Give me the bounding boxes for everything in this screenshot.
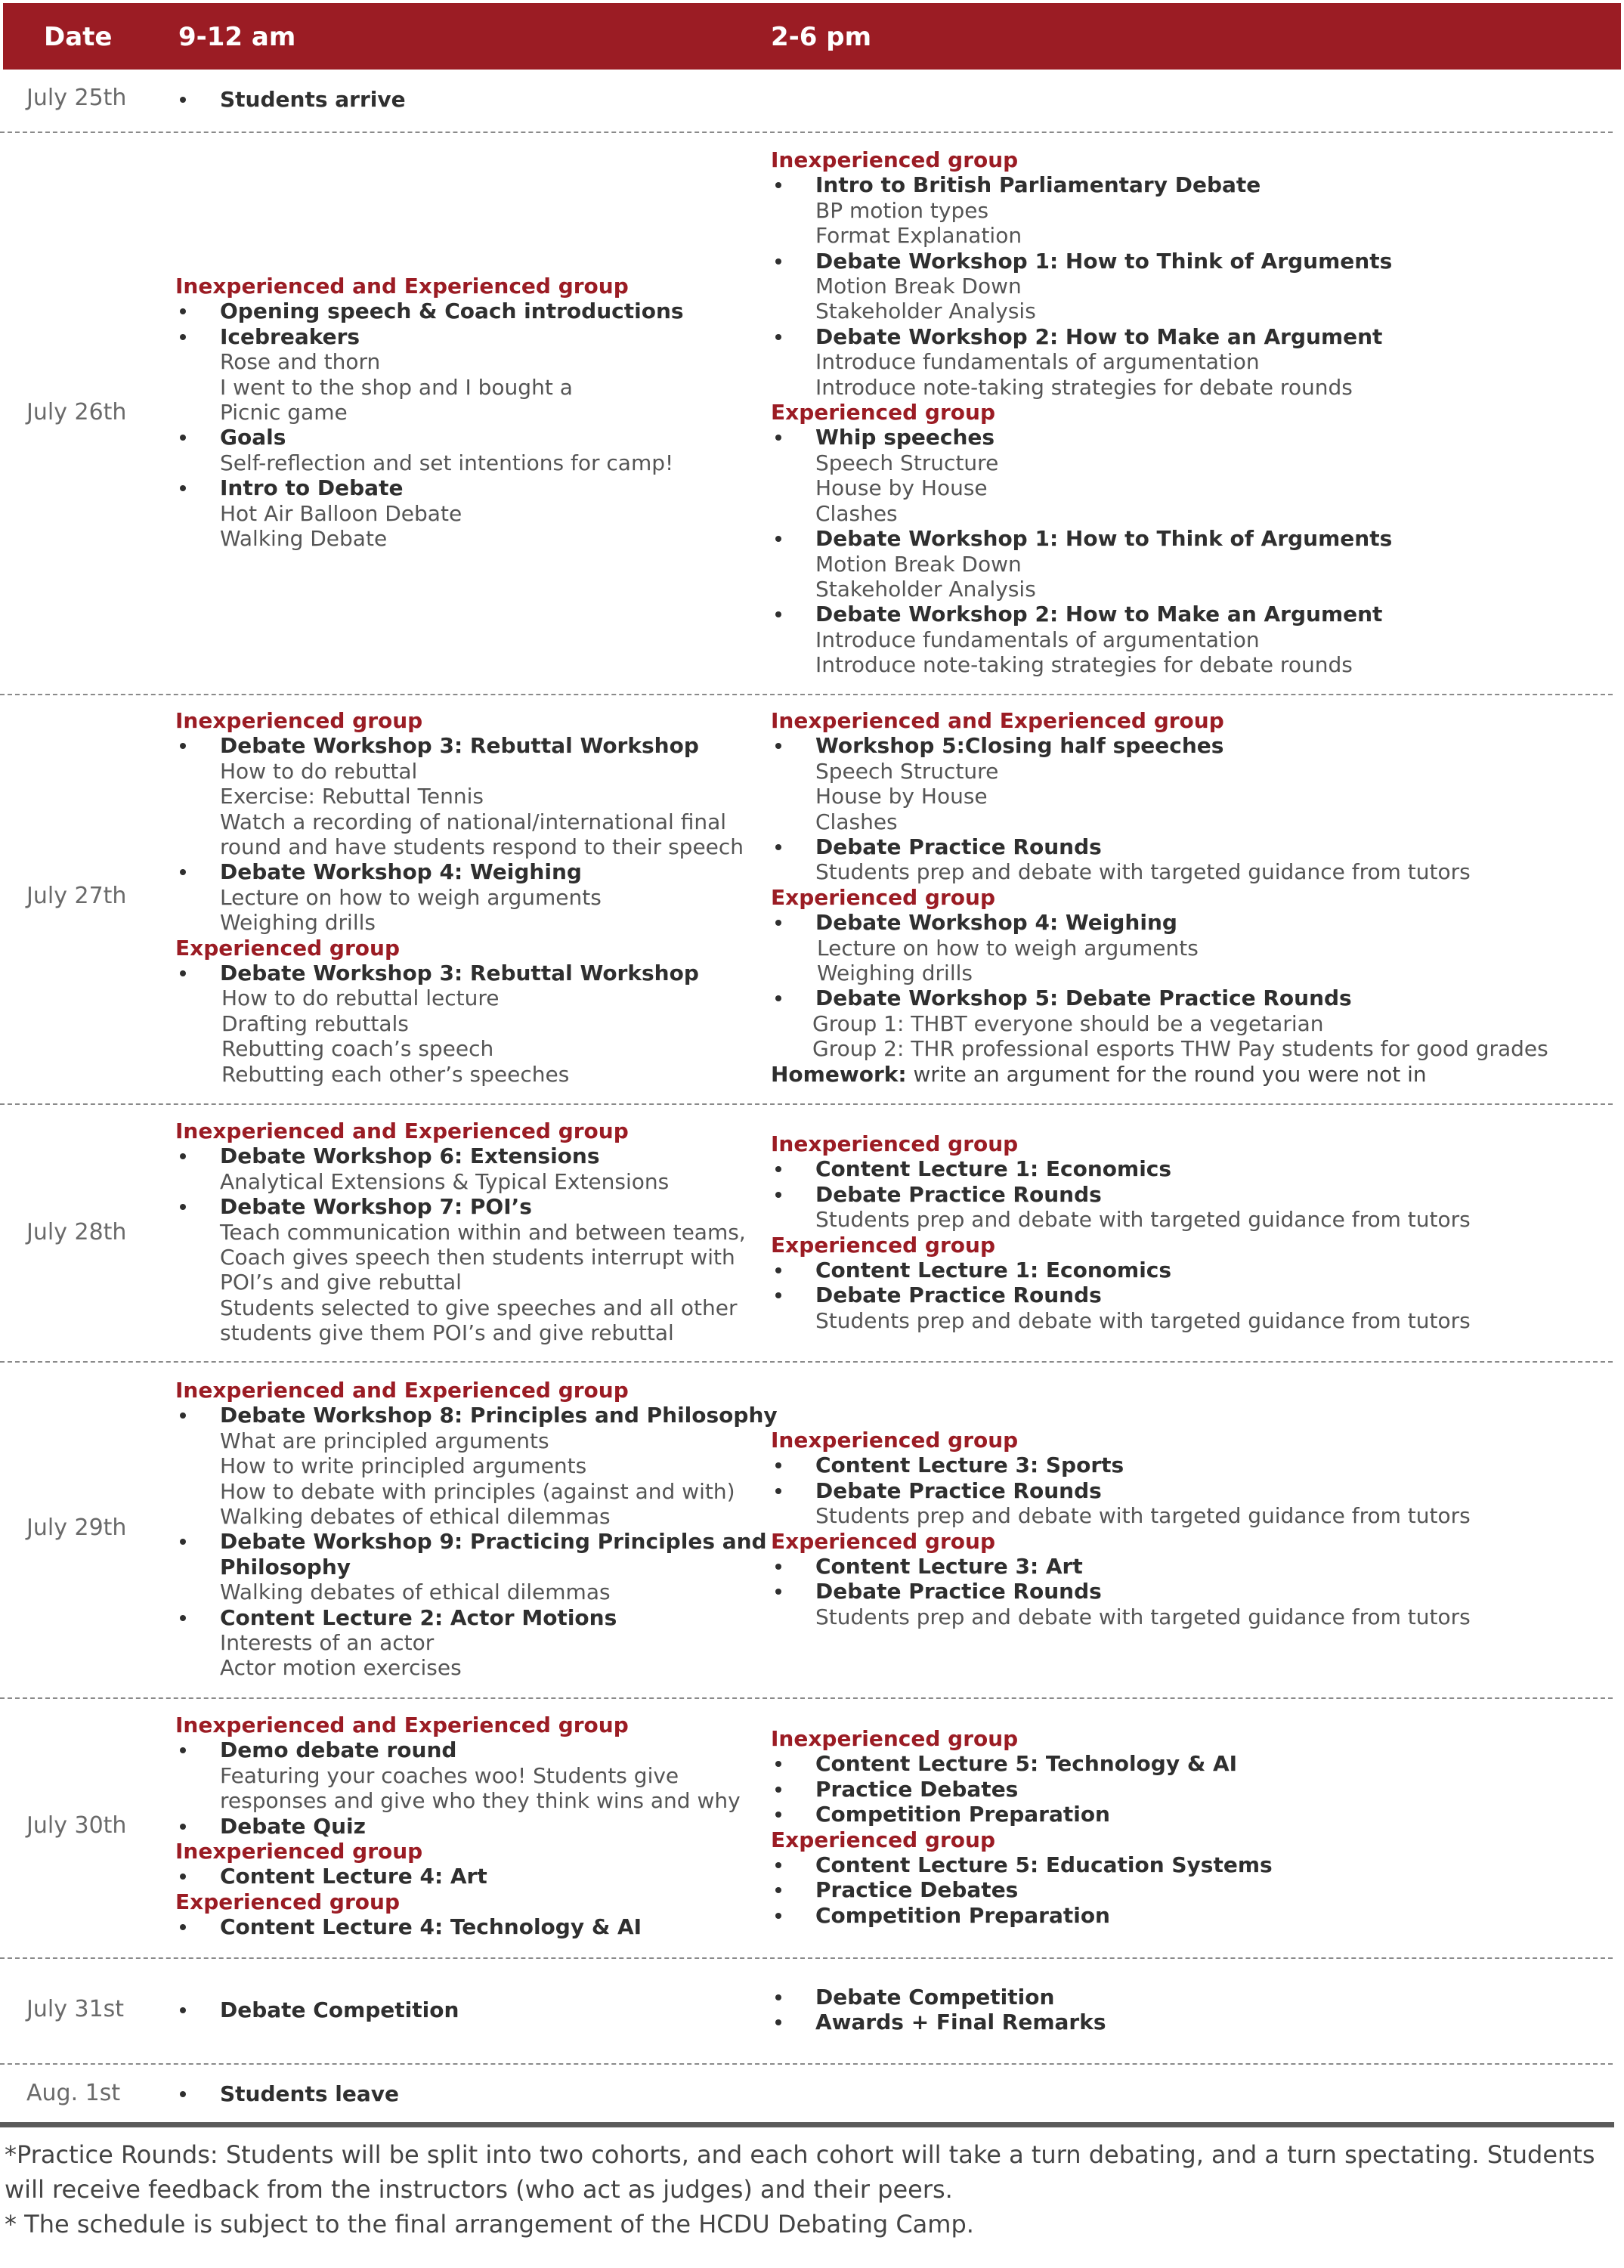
group-heading: Inexperienced group (175, 1839, 423, 1864)
list-item: Debate Workshop 1: How to Think of Arguments (771, 249, 1392, 274)
group-heading: Inexperienced and Experienced group (175, 274, 629, 299)
am-july-25 (175, 87, 406, 112)
list-item: Competition Preparation (771, 1903, 1273, 1928)
header-date: Date (44, 22, 113, 52)
sub-item: Students prep and debate with targeted guidance from tutors (815, 859, 1471, 885)
sub-item: I went to the shop and I bought a (220, 374, 573, 400)
sub-item: Students prep and debate with targeted guidance from tutors (815, 1307, 1471, 1333)
sub-item: Students prep and debate with targeted guidance from tutors (815, 1503, 1471, 1529)
sub-item: students give them POI’s and give rebuttal (220, 1320, 674, 1346)
date-july-27: July 27th (26, 883, 127, 909)
group-heading: Inexperienced and Experienced group (175, 1378, 629, 1403)
sub-item: Walking debates of ethical dilemmas (220, 1504, 611, 1530)
group-heading: Experienced group (771, 884, 995, 910)
pm-july-29 (771, 1428, 1471, 1629)
group-heading: Inexperienced and Experienced group (771, 708, 1224, 733)
date-aug-1: Aug. 1st (26, 2080, 121, 2106)
sub-item: Lecture on how to weigh arguments (817, 935, 1199, 961)
list-item: Content Lecture 1: Economics (771, 1258, 1471, 1283)
sub-item: Coach gives speech then students interrupt with (220, 1245, 735, 1270)
list-item: Debate Workshop 5: Debate Practice Rounds (771, 985, 1548, 1010)
sub-item: Teach communication within and between teams, (220, 1219, 746, 1245)
sub-item: Students prep and debate with targeted guidance from tutors (815, 1207, 1471, 1233)
sub-item: Introduce fundamentals of argumentation (815, 627, 1260, 652)
row-divider (0, 2063, 1613, 2065)
sub-item: Self-reflection and set intentions for camp! (220, 450, 674, 475)
list-item: Debate Workshop 1: How to Think of Arguments (771, 526, 1392, 551)
row-divider (0, 132, 1613, 133)
list-item: Awards + Final Remarks (771, 2010, 1106, 2034)
list-item: Debate Workshop 2: How to Make an Argument (771, 602, 1392, 627)
practice-rounds-note: *Practice Rounds: Students will be split into two cohorts, and each cohort will take a turn debating, and a turn spectating. Students will receive feedback from the instructors (who act as judges) and their peers. (5, 2140, 1595, 2204)
date-july-30: July 30th (26, 1812, 127, 1839)
am-july-26 (175, 274, 684, 551)
sub-item: How to debate with principles (against and with) (220, 1478, 735, 1504)
list-item: Content Lecture 5: Education Systems (771, 1852, 1273, 1877)
sub-item: Rose and thorn (220, 349, 381, 375)
sub-item: Group 1: THBT everyone should be a vegetarian (812, 1010, 1324, 1036)
row-divider (0, 694, 1613, 695)
list-item: Students leave (175, 2081, 399, 2106)
sub-item: BP motion types (815, 197, 989, 223)
list-item: Debate Competition (175, 1997, 459, 2022)
sub-item: Watch a recording of national/international final (220, 809, 727, 834)
sub-item: POI’s and give rebuttal (220, 1270, 462, 1295)
list-item: Debate Workshop 7: POI’s (175, 1194, 746, 1219)
list-item: Opening speech & Coach introductions (175, 299, 684, 323)
group-heading: Inexperienced and Experienced group (175, 1119, 629, 1143)
group-heading: Experienced group (771, 1528, 995, 1554)
header-afternoon: 2-6 pm (771, 22, 872, 52)
footnotes (5, 2137, 1614, 2242)
sub-item: Motion Break Down (815, 551, 1022, 577)
group-heading: Inexperienced group (771, 147, 1019, 172)
sub-item: Stakeholder Analysis (815, 299, 1036, 324)
list-item: Practice Debates (771, 1777, 1273, 1802)
sub-item: Clashes (815, 809, 898, 834)
group-heading: Experienced group (771, 1232, 995, 1258)
sub-item: Walking debates of ethical dilemmas (220, 1580, 611, 1605)
list-item: Debate Practice Rounds (771, 1478, 1471, 1503)
list-item: Debate Quiz (175, 1814, 741, 1839)
list-item: Debate Workshop 3: Rebuttal Workshop (175, 733, 744, 758)
sub-item: Weighing drills (220, 910, 376, 936)
group-heading: Experienced group (175, 935, 400, 961)
group-heading: Inexperienced group (175, 708, 423, 733)
sub-item: How to do rebuttal lecture (221, 985, 500, 1011)
group-heading: Inexperienced and Experienced group (175, 1713, 629, 1737)
list-item: Content Lecture 4: Art (175, 1864, 741, 1889)
table-header (3, 3, 1621, 70)
row-divider (0, 1103, 1613, 1105)
sub-item: Rebutting each other’s speeches (221, 1061, 570, 1087)
sub-item: Analytical Extensions & Typical Extensions (220, 1168, 670, 1194)
sub-item: Introduce fundamentals of argumentation (815, 349, 1260, 375)
date-july-25: July 25th (26, 85, 127, 111)
homework-text: write an argument for the round you were not in (913, 1061, 1427, 1087)
sub-item: Actor motion exercises (220, 1655, 462, 1681)
bottom-rule (0, 2122, 1614, 2127)
row-divider (0, 1957, 1613, 1959)
header-morning: 9-12 am (178, 22, 296, 52)
sub-item: Motion Break Down (815, 274, 1022, 299)
pm-july-31 (771, 1985, 1106, 2035)
sub-item: What are principled arguments (220, 1428, 549, 1453)
list-item: Students arrive (175, 87, 406, 112)
am-july-28 (175, 1119, 746, 1346)
list-item: Debate Workshop 6: Extensions (175, 1143, 746, 1168)
pm-july-30 (771, 1726, 1273, 1928)
group-heading: Inexperienced group (771, 1726, 1019, 1751)
group-heading: Inexperienced group (771, 1131, 1019, 1156)
list-item: Debate Practice Rounds (771, 1579, 1471, 1604)
row-divider (0, 1697, 1613, 1699)
sub-item: Students prep and debate with targeted guidance from tutors (815, 1604, 1471, 1629)
date-july-31: July 31st (26, 1996, 125, 2022)
sub-item: Picnic game (220, 400, 348, 425)
sub-item: Interests of an actor (220, 1630, 435, 1656)
list-item: Content Lecture 4: Technology & AI (175, 1914, 741, 1939)
list-item: Whip speeches (771, 425, 1392, 450)
sub-item: Rebutting coach’s speech (221, 1036, 494, 1062)
list-item: Content Lecture 5: Technology & AI (771, 1751, 1273, 1776)
schedule-note: * The schedule is subject to the final arrangement of the HCDU Debating Camp. (5, 2210, 974, 2239)
group-heading: Experienced group (175, 1889, 400, 1914)
pm-july-26 (771, 147, 1392, 678)
sub-item: Lecture on how to weigh arguments (220, 884, 602, 910)
list-item: Content Lecture 3: Art (771, 1554, 1471, 1579)
sub-item: Walking Debate (220, 526, 388, 552)
group-heading: Experienced group (771, 1827, 995, 1852)
date-july-26: July 26th (26, 399, 127, 425)
sub-item: Clashes (815, 500, 898, 526)
list-item: Competition Preparation (771, 1802, 1273, 1827)
pm-july-27 (771, 708, 1548, 1087)
am-aug-1 (175, 2081, 399, 2106)
list-item: Practice Debates (771, 1877, 1273, 1902)
sub-item: How to write principled arguments (220, 1453, 587, 1479)
group-heading: Inexperienced group (771, 1428, 1019, 1453)
row-divider (0, 1361, 1613, 1363)
am-july-29 (175, 1378, 778, 1681)
list-item: Intro to Debate (175, 475, 684, 500)
list-item: Intro to British Parliamentary Debate (771, 172, 1392, 197)
date-july-28: July 28th (26, 1219, 127, 1245)
list-item: Debate Competition (771, 1985, 1106, 2010)
group-heading: Experienced group (771, 400, 995, 425)
sub-item: Speech Structure (815, 450, 999, 475)
list-item: Debate Workshop 8: Principles and Philosophy (175, 1403, 778, 1428)
sub-item: Weighing drills (817, 961, 973, 986)
list-item: Demo debate round (175, 1737, 741, 1762)
list-item: Icebreakers (175, 324, 684, 349)
list-item: Workshop 5:Closing half speeches (771, 733, 1548, 758)
list-item: Debate Workshop 9: Practicing Principles and (175, 1529, 778, 1554)
list-item: Debate Practice Rounds (771, 1283, 1471, 1307)
list-item-continuation: Philosophy (220, 1554, 351, 1580)
pm-july-28 (771, 1131, 1471, 1333)
sub-item: Students selected to give speeches and all other (220, 1295, 738, 1320)
sub-item: Speech Structure (815, 758, 999, 784)
homework-note (771, 1062, 1548, 1087)
list-item: Content Lecture 1: Economics (771, 1156, 1471, 1181)
sub-item: House by House (815, 784, 988, 809)
list-item: Debate Workshop 3: Rebuttal Workshop (175, 961, 744, 985)
list-item: Debate Practice Rounds (771, 834, 1548, 859)
sub-item: Hot Air Balloon Debate (220, 500, 462, 526)
list-item: Goals (175, 425, 684, 450)
sub-item: House by House (815, 475, 988, 501)
sub-item: responses and give who they think wins and why (220, 1788, 741, 1814)
homework-label: Homework: (771, 1061, 907, 1087)
list-item: Content Lecture 3: Sports (771, 1453, 1471, 1477)
sub-item: Group 2: THR professional esports THW Pay students for good grades (812, 1036, 1548, 1062)
sub-item: How to do rebuttal (220, 758, 418, 784)
sub-item: round and have students respond to their speech (220, 834, 744, 860)
sub-item: Format Explanation (815, 223, 1022, 249)
sub-item: Featuring your coaches woo! Students give (220, 1762, 679, 1788)
list-item: Debate Workshop 2: How to Make an Argument (771, 324, 1392, 349)
am-july-27 (175, 708, 744, 1087)
sub-item: Introduce note-taking strategies for debate rounds (815, 652, 1353, 678)
list-item: Content Lecture 2: Actor Motions (175, 1605, 778, 1630)
list-item: Debate Workshop 4: Weighing (175, 859, 744, 884)
sub-item: Stakeholder Analysis (815, 576, 1036, 602)
am-july-30 (175, 1713, 741, 1940)
date-july-29: July 29th (26, 1515, 127, 1541)
list-item: Debate Workshop 4: Weighing (771, 910, 1548, 935)
sub-item: Exercise: Rebuttal Tennis (220, 784, 484, 809)
sub-item: Drafting rebuttals (221, 1010, 409, 1036)
am-july-31 (175, 1997, 459, 2022)
list-item: Debate Practice Rounds (771, 1182, 1471, 1207)
sub-item: Introduce note-taking strategies for debate rounds (815, 374, 1353, 400)
